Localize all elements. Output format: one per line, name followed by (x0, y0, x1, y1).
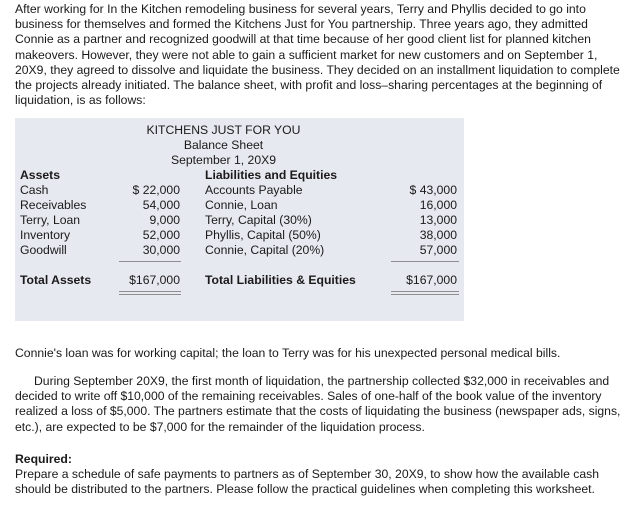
asset-label: Goodwill (20, 243, 67, 257)
subtotal-rule (119, 261, 181, 262)
balance-sheet (15, 118, 464, 321)
total-double-rule (119, 294, 181, 295)
asset-amount: 9,000 (149, 213, 180, 227)
total-double-rule (391, 294, 459, 295)
intro-paragraph: After working for In the Kitchen remodeling business for several years, Terry and Phyllis decided to go into business for themselves and formed the Kitchens Just for You partnership. Three years ago, they admitted Connie as a partner and recognized goodwill at that time because of her good client list for planned kitchen makeovers. However, they were not able to gain a sufficient market for new customers and on September 1, 20X9, they agreed to dissolve and liquidate the business. They decided on an installment liquidation to complete the projects already initiated. The balance sheet, with profit and loss–sharing percentages at the beginning of liquidation, is as follows: (15, 2, 620, 108)
liability-amount: 13,000 (419, 213, 457, 227)
statement-title: Balance Sheet (183, 138, 264, 152)
assets-header: Assets (20, 168, 60, 182)
liability-amount: 57,000 (419, 243, 457, 257)
asset-label: Inventory (20, 228, 71, 242)
total-double-rule (391, 291, 459, 292)
september-note: During September 20X9, the first month of liquidation, the partnership collected $32,000 in receivables and decided to write off $10,000 of the remaining receivables. Sales of one-half of the book value of the inventory realized a loss of $5,000. The partners estimate that the costs of liquidating the business (newspaper ads, signs, etc.), are expected to be $7,000 for the remainder of the liquidation process. (15, 374, 621, 434)
liability-label: Connie, Capital (20%) (205, 243, 325, 257)
liability-label: Phyllis, Capital (50%) (205, 228, 321, 242)
asset-amount: 30,000 (142, 243, 180, 257)
statement-date: September 1, 20X9 (170, 153, 277, 167)
total-liabilities-label: Total Liabilities & Equities (205, 273, 356, 287)
total-assets-amount: $167,000 (129, 273, 180, 287)
asset-label: Terry, Loan (20, 213, 81, 227)
total-double-rule (119, 291, 181, 292)
required-heading: Required: (15, 452, 72, 466)
total-liabilities-amount: $167,000 (406, 273, 457, 287)
liability-label: Terry, Capital (30%) (205, 213, 312, 227)
loan-note: Connie's loan was for working capital; the loan to Terry was for his unexpected personal medical bills. (15, 346, 561, 360)
asset-label: Cash (20, 183, 49, 197)
asset-label: Receivables (20, 198, 87, 212)
asset-amount: 52,000 (142, 228, 180, 242)
liability-label: Accounts Payable (205, 183, 303, 197)
liabilities-header: Liabilities and Equities (205, 168, 338, 182)
liability-amount: 38,000 (419, 228, 457, 242)
required-text: Prepare a schedule of safe payments to partners as of September 30, 20X9, to show how the available cash should be distributed to the partners. Please follow the practical guidelines when completing this worksheet. (15, 467, 599, 497)
subtotal-rule (391, 261, 459, 262)
liability-label: Connie, Loan (205, 198, 278, 212)
asset-amount: 54,000 (142, 198, 180, 212)
company-name: KITCHENS JUST FOR YOU (146, 123, 301, 137)
liability-amount: 16,000 (419, 198, 457, 212)
asset-amount: $ 22,000 (132, 183, 180, 197)
total-assets-label: Total Assets (20, 273, 92, 287)
liability-amount: $ 43,000 (409, 183, 457, 197)
